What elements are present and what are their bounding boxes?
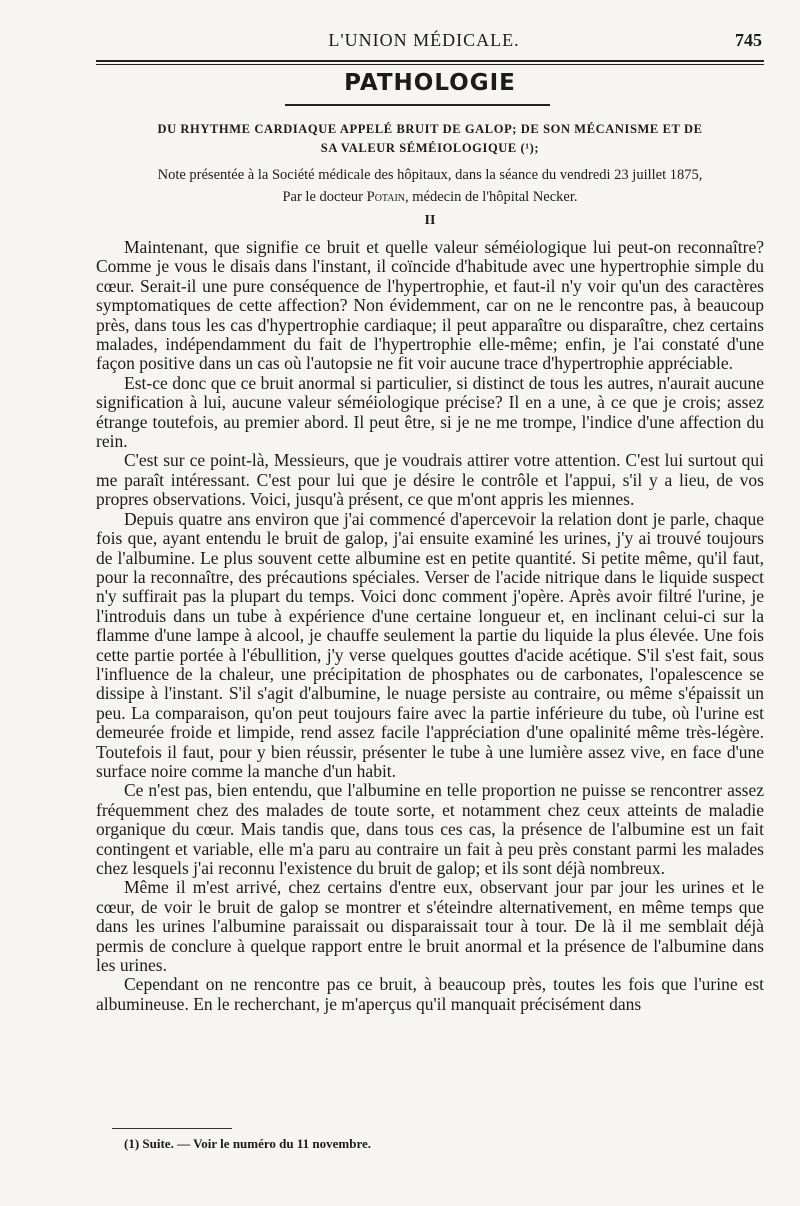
author-suffix: , médecin de l'hôpital Necker. <box>405 189 578 205</box>
footnote-rule <box>112 1128 232 1129</box>
part-number: II <box>424 213 436 228</box>
header-rule <box>96 60 764 65</box>
article-title <box>104 120 756 158</box>
footnote: (1) Suite. — Voir le numéro du 11 novembre. <box>124 1136 372 1151</box>
article-body <box>96 238 764 1014</box>
article-title-line-1: DU RHYTHME CARDIAQUE APPELÉ BRUIT DE GALOP; DE SON MÉCANISME ET DE <box>157 122 703 136</box>
author-prefix: Par le docteur <box>282 189 367 205</box>
article-title-line-2: SA VALEUR SÉMÉIOLOGIQUE (¹); <box>320 141 540 155</box>
paragraph: Même il m'est arrivé, chez certains d'entre eux, observant jour par jour les urines et le cœur, de voir le bruit de galop se montrer et s'éteindre alternativement, en même temps que dans les urines l'albumine paraissait ou disparaissait tour à tour. De là il me semblait déjà permis de conclure à quelque rapport entre le bruit anormal et la présence de l'albumine dans les urines. <box>96 877 764 976</box>
journal-title: L'UNION MÉDICALE. <box>328 30 520 50</box>
paragraph: Est-ce donc que ce bruit anormal si particulier, si distinct de tous les autres, n'aurait aucune signification à lui, aucune valeur séméiologique précise? Il en a une, à ce que je crois; assez étrange toutefois, au premier abord. Il peut être, si je ne me trompe, l'indice d'une affection du rein. <box>96 372 764 452</box>
section-title-rule <box>285 104 550 106</box>
section-title: PATHOLOGIE <box>344 70 516 96</box>
author-name: Potain <box>366 189 405 205</box>
paragraph: Cependant on ne rencontre pas ce bruit, à beaucoup près, toutes les fois que l'urine est albumineuse. En le recherchant, je m'aperçus qu'il manquait précisément dans <box>96 974 764 1014</box>
paragraph: Maintenant, que signifie ce bruit et quelle valeur séméiologique lui peut-on reconnaître? Comme je vous le disais dans l'instant, il coïncide d'habitude avec une hypertrophie simple du cœur. Serait-il une pure conséquence de l'hypertrophie, et faut-il n'y voir qu'un des caractères symptomatiques de cette affection? Non évidemment, car on ne le rencontre pas, à beaucoup près, dans tous les cas d'hypertrophie cardiaque; il peut apparaître ou disparaître, chez certains malades, indépendamment du fait de l'hypertrophie elle-même; enfin, je l'ai constaté d'une façon positive dans un cas où l'autopsie ne fit voir aucune trace d'hypertrophie appréciable. <box>96 237 764 374</box>
running-head <box>84 28 764 54</box>
presentation-note: Note présentée à la Société médicale des hôpitaux, dans la séance du vendredi 23 juillet 1875, <box>157 167 703 183</box>
page-number: 745 <box>735 30 762 50</box>
author-line <box>96 187 764 207</box>
paragraph: C'est sur ce point-là, Messieurs, que je voudrais attirer votre attention. C'est lui surtout qui me paraît intéressant. C'est pour lui que je désire le contrôle et l'appui, s'il y a lieu, de vos propres observations. Voici, jusqu'à présent, ce que m'ont appris les miennes. <box>96 450 764 510</box>
paragraph: Depuis quatre ans environ que j'ai commencé d'apercevoir la relation dont je parle, chaque fois que, ayant entendu le bruit de galop, j'ai ensuite examiné les urines, j'y ai trouvé toujours de l'albumine. Le plus souvent cette albumine est en petite quantité. Si petite même, qu'il faut, pour la reconnaître, des précautions spéciales. Verser de l'acide nitrique dans le liquide suspect n'y suffirait pas la plupart du temps. Voici donc comment j'opère. Après avoir filtré l'urine, je l'introduis dans un tube à expérience d'une certaine longueur et, en inclinant celui-ci sur la flamme d'une lampe à alcool, je chauffe seulement la partie du liquide la plus élevée. Une fois cette partie portée à l'ébullition, j'y verse quelques gouttes d'acide acétique. S'il s'est fait, sous l'influence de la chaleur, une précipitation de phosphates ou de carbonates, l'opalescence se dissipe à l'instant. S'il s'agit d'albumine, le nuage persiste au contraire, ou même s'épaissit un peu. La comparaison, qu'on peut toujours faire avec la partie inférieure du tube, où l'urine est demeurée froide et limpide, rend assez facile l'appréciation d'une opalinité même très-légère. Toutefois il faut, pour y bien réussir, présenter le tube à une lumière assez vive, en face d'une surface noire comme la manche d'un habit. <box>96 508 764 781</box>
paragraph: Ce n'est pas, bien entendu, que l'albumine en telle proportion ne puisse se rencontrer assez fréquemment chez des malades de toute sorte, et notamment chez ceux atteints de maladie organique du cœur. Mais tandis que, dans tous ces cas, la présence de l'albumine est un fait contingent et variable, elle m'a paru au contraire un fait à peu près constant parmi les malades chez lesquels j'ai reconnu l'existence du bruit de galop; et ils sont déjà nombreux. <box>96 780 764 878</box>
